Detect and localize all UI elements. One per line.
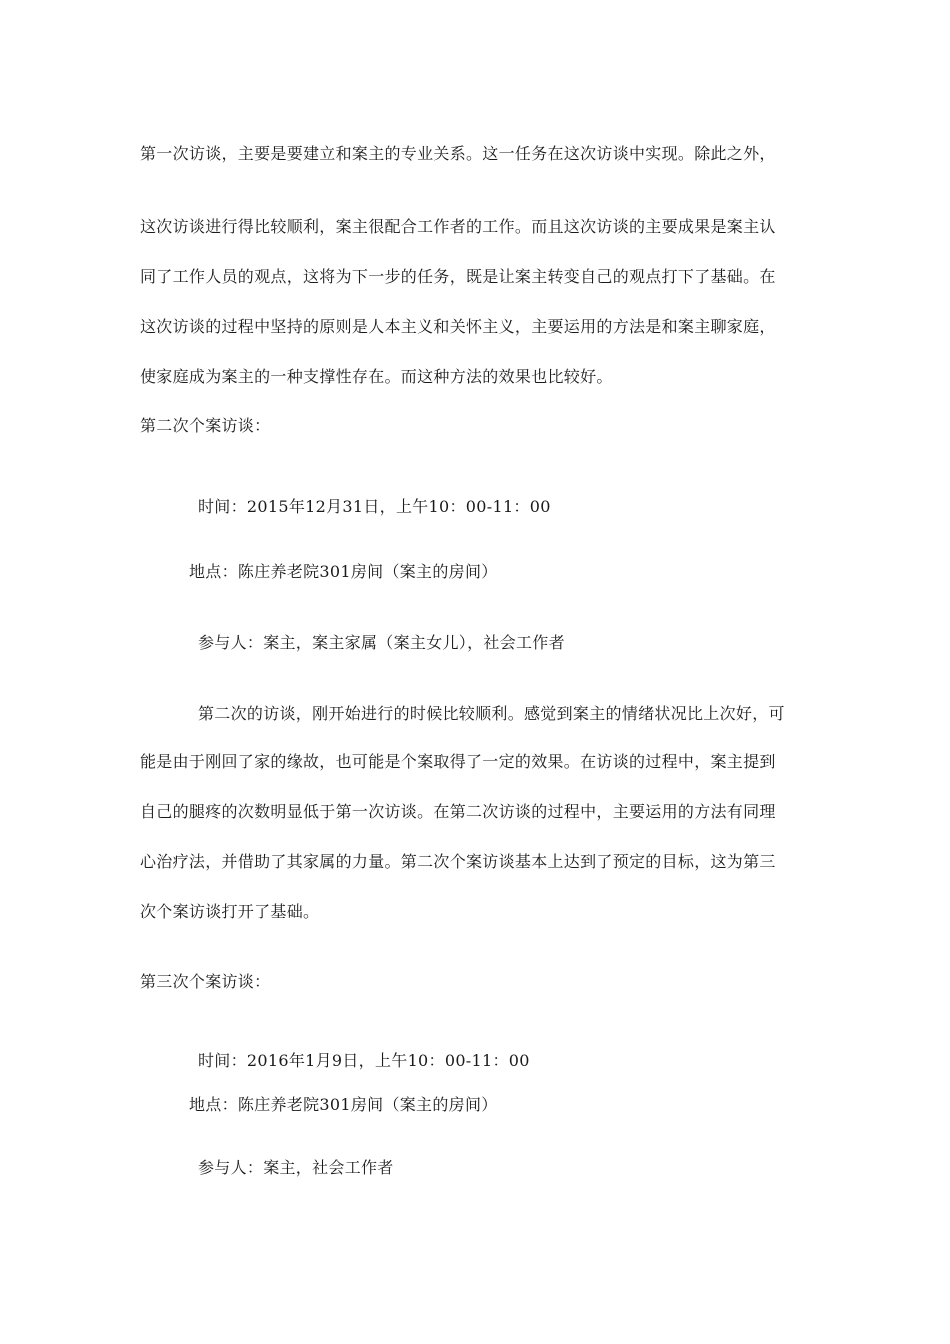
third-interview-time: 时间：2016年1月9日，上午10：00-11：00 (198, 1051, 530, 1070)
second-interview-place: 地点：陈庄养老院301房间（案主的房间） (189, 562, 498, 581)
second-summary-line-1: 第二次的访谈，刚开始进行的时候比较顺利。感觉到案主的情绪状况比上次好，可 (198, 704, 785, 723)
second-interview-participants: 参与人：案主，案主家属（案主女儿），社会工作者 (198, 633, 565, 652)
second-summary-line-5: 次个案访谈打开了基础。 (140, 902, 320, 921)
second-summary-line-3: 自己的腿疼的次数明显低于第一次访谈。在第二次访谈的过程中，主要运用的方法有同理 (140, 802, 776, 821)
first-summary-line-1: 第一次访谈，主要是要建立和案主的专业关系。这一任务在这次访谈中实现。除此之外， (140, 144, 776, 163)
second-interview-heading: 第二次个案访谈： (140, 416, 271, 435)
third-interview-participants: 参与人：案主，社会工作者 (198, 1158, 394, 1177)
first-summary-line-5: 使家庭成为案主的一种支撑性存在。而这种方法的效果也比较好。 (140, 367, 613, 386)
first-summary-line-3: 同了工作人员的观点，这将为下一步的任务，既是让案主转变自己的观点打下了基础。在 (140, 267, 776, 286)
third-interview-heading: 第三次个案访谈： (140, 972, 271, 991)
second-interview-time: 时间：2015年12月31日，上午10：00-11：00 (198, 497, 551, 516)
first-summary-line-4: 这次访谈的过程中坚持的原则是人本主义和关怀主义，主要运用的方法是和案主聊家庭， (140, 317, 776, 336)
third-interview-place: 地点：陈庄养老院301房间（案主的房间） (189, 1095, 498, 1114)
first-summary-line-2: 这次访谈进行得比较顺利，案主很配合工作者的工作。而且这次访谈的主要成果是案主认 (140, 217, 776, 236)
second-summary-line-4: 心治疗法，并借助了其家属的力量。第二次个案访谈基本上达到了预定的目标，这为第三 (140, 852, 776, 871)
second-summary-line-2: 能是由于刚回了家的缘故，也可能是个案取得了一定的效果。在访谈的过程中，案主提到 (140, 752, 776, 771)
